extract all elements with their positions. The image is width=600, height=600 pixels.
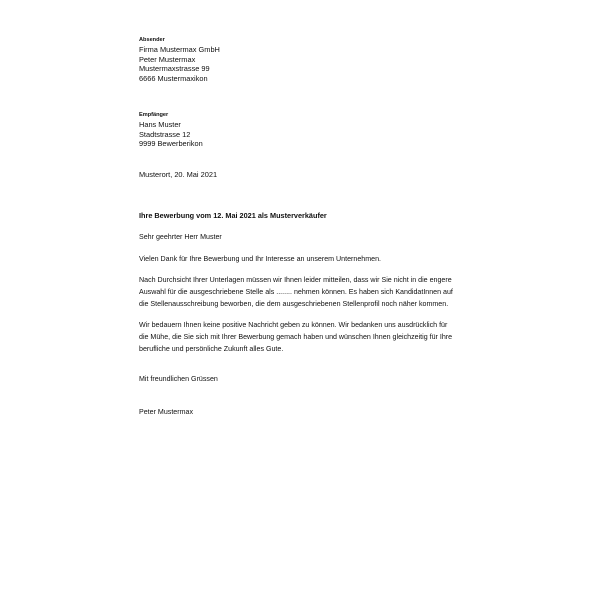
date-line: Musterort, 20. Mai 2021 bbox=[139, 170, 218, 179]
paragraph-line: Vielen Dank für Ihre Bewerbung und Ihr Interesse an unserem Unternehmen. bbox=[139, 255, 381, 263]
paragraph-line: berufliche und persönliche Zukunft alles Gute. bbox=[139, 345, 284, 353]
recipient-line: 9999 Bewerberikon bbox=[139, 139, 203, 149]
paragraph-line: Auswahl für die ausgeschriebene Stelle als ........ nehmen können. Es haben sich KandidatInnen auf bbox=[139, 288, 453, 296]
recipient-block bbox=[139, 111, 469, 149]
closing-line: Mit freundlichen Grüssen bbox=[139, 375, 218, 383]
paragraph-line: Wir bedauern Ihnen keine positive Nachricht geben zu können. Wir bedanken uns ausdrücklich für bbox=[139, 321, 448, 329]
recipient-line: Stadtstrasse 12 bbox=[139, 129, 191, 139]
sender-label: Absender bbox=[139, 37, 165, 43]
paragraph-3 bbox=[139, 319, 469, 355]
sender-block bbox=[139, 36, 469, 83]
salutation: Sehr geehrter Herr Muster bbox=[139, 233, 222, 241]
recipient-line: Hans Muster bbox=[139, 120, 181, 129]
paragraph-line: Nach Durchsicht Ihrer Unterlagen müssen wir Ihnen leider mitteilen, dass wir Sie nicht in die engere bbox=[139, 276, 452, 284]
paragraph-2 bbox=[139, 274, 469, 310]
sender-line: 6666 Mustermaxikon bbox=[139, 73, 208, 83]
sender-line: Peter Mustermax bbox=[139, 54, 196, 64]
signature-name: Peter Mustermax bbox=[139, 408, 194, 416]
sender-line: Firma Mustermax GmbH bbox=[139, 45, 220, 54]
sender-line: Mustermaxstrasse 99 bbox=[139, 64, 210, 74]
paragraph-line: die Stellenausschreibung beworben, die dem ausgeschriebenen Stellenprofil noch näher kommen. bbox=[139, 300, 449, 308]
subject-line: Ihre Bewerbung vom 12. Mai 2021 als Musterverkäufer bbox=[139, 211, 327, 220]
paragraph-1 bbox=[139, 253, 469, 265]
recipient-label: Empfänger bbox=[139, 112, 169, 118]
paragraph-line: die Mühe, die Sie sich mit Ihrer Bewerbung gemach haben und wünschen Ihnen gleichzeitig für Ihre bbox=[139, 333, 453, 341]
